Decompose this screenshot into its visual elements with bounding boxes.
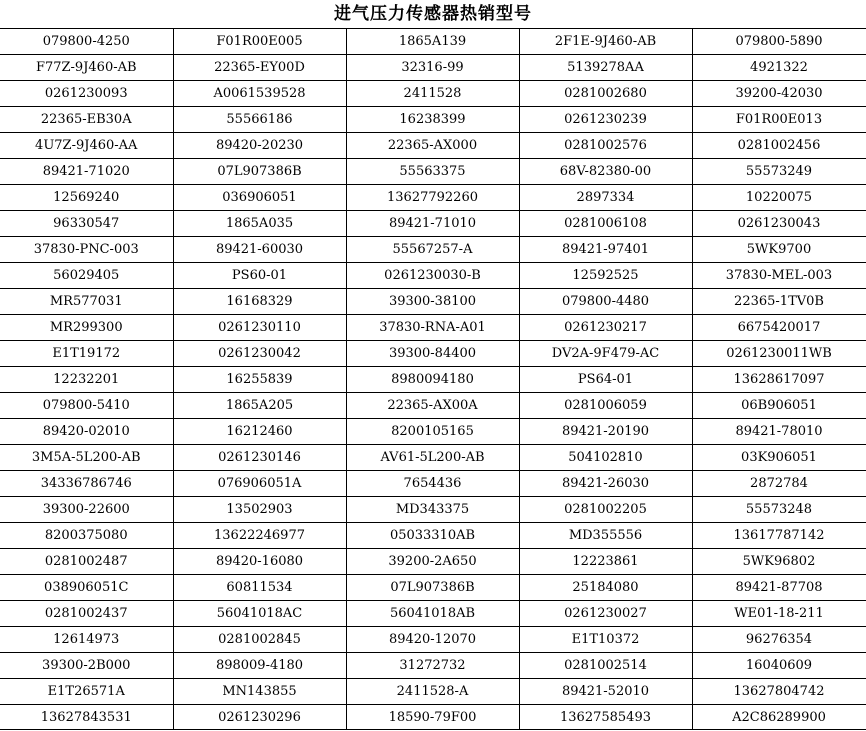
part-number-cell[interactable]: 34336786746 [0,471,173,497]
part-number-cell[interactable]: 56041018AC [173,601,346,627]
part-number-cell[interactable]: 2411528 [346,81,519,107]
part-number-cell[interactable]: 89420-12070 [346,627,519,653]
part-number-cell[interactable]: 12614973 [0,627,173,653]
part-number-cell[interactable]: 89421-71010 [346,211,519,237]
part-number-cell[interactable]: WE01-18-211 [692,601,866,627]
part-number-cell[interactable]: AV61-5L200-AB [346,445,519,471]
part-number-cell[interactable]: 89421-71020 [0,159,173,185]
part-number-cell[interactable]: 22365-EY00D [173,55,346,81]
part-number-cell[interactable]: 55573249 [692,159,866,185]
table-row [0,627,866,653]
part-number-cell[interactable]: 079800-4480 [519,289,692,315]
table-row [0,367,866,393]
part-number-cell[interactable]: 37830-PNC-003 [0,237,173,263]
part-number-cell[interactable]: 5WK96802 [692,549,866,575]
part-number-cell[interactable]: 32316-99 [346,55,519,81]
part-number-cell[interactable]: F77Z-9J460-AB [0,55,173,81]
table-row [0,601,866,627]
part-number-cell[interactable]: 55567257-A [346,237,519,263]
part-number-cell[interactable]: 22365-1TV0B [692,289,866,315]
part-number-cell[interactable]: 22365-EB30A [0,107,173,133]
part-number-cell[interactable]: 038906051C [0,575,173,601]
part-number-cell[interactable]: 07L907386B [346,575,519,601]
table-row [0,523,866,549]
part-number-cell[interactable]: 0261230027 [519,601,692,627]
part-number-cell[interactable]: E1T26571A [0,679,173,705]
table-row [0,237,866,263]
part-number-cell[interactable]: 96276354 [692,627,866,653]
part-number-cell[interactable]: 89421-60030 [173,237,346,263]
part-number-cell[interactable]: MD355556 [519,523,692,549]
part-number-cell[interactable]: 0261230239 [519,107,692,133]
part-number-cell[interactable]: 13627804742 [692,679,866,705]
part-number-cell[interactable]: 0261230030-B [346,263,519,289]
part-number-cell[interactable]: 1865A205 [173,393,346,419]
table-row [0,133,866,159]
part-number-cell[interactable]: DV2A-9F479-AC [519,341,692,367]
part-number-cell[interactable]: 0261230043 [692,211,866,237]
part-number-cell[interactable]: 0261230042 [173,341,346,367]
part-number-cell[interactable]: 3M5A-5L200-AB [0,445,173,471]
part-number-cell[interactable]: MN143855 [173,679,346,705]
table-row [0,419,866,445]
part-number-cell[interactable]: 55566186 [173,107,346,133]
part-number-cell[interactable]: 076906051A [173,471,346,497]
part-number-cell[interactable]: 13627585493 [519,705,692,730]
part-number-cell[interactable]: 16040609 [692,653,866,679]
part-number-cell[interactable]: 89421-52010 [519,679,692,705]
part-number-cell[interactable]: 0281002487 [0,549,173,575]
part-number-cell[interactable]: 2F1E-9J460-AB [519,29,692,55]
part-number-cell[interactable]: 1865A139 [346,29,519,55]
part-number-cell[interactable]: 898009-4180 [173,653,346,679]
part-number-cell[interactable]: 0281002845 [173,627,346,653]
table-row [0,289,866,315]
part-number-cell[interactable]: 05033310AB [346,523,519,549]
part-number-table [0,28,866,730]
part-number-cell[interactable]: 89421-26030 [519,471,692,497]
part-number-cell[interactable]: 37830-MEL-003 [692,263,866,289]
part-number-cell[interactable]: 39300-38100 [346,289,519,315]
sheet-title: 进气压力传感器热销型号 [334,4,532,24]
part-number-cell[interactable]: 56029405 [0,263,173,289]
table-row [0,705,866,730]
table-row [0,29,866,55]
part-number-cell[interactable]: 0261230217 [519,315,692,341]
table-row [0,81,866,107]
part-number-cell[interactable]: 22365-AX00A [346,393,519,419]
part-number-cell[interactable]: 12232201 [0,367,173,393]
part-number-cell[interactable]: 39300-22600 [0,497,173,523]
part-number-cell[interactable]: 89421-78010 [692,419,866,445]
part-number-cell[interactable]: 8980094180 [346,367,519,393]
part-number-cell[interactable]: 4921322 [692,55,866,81]
part-number-cell[interactable]: 12592525 [519,263,692,289]
table-row [0,653,866,679]
part-number-cell[interactable]: F01R00E005 [173,29,346,55]
part-number-cell[interactable]: 55563375 [346,159,519,185]
part-number-cell[interactable]: 89421-20190 [519,419,692,445]
table-row [0,55,866,81]
part-number-cell[interactable]: 6675420017 [692,315,866,341]
part-number-cell[interactable]: 56041018AB [346,601,519,627]
part-number-cell[interactable]: 03K906051 [692,445,866,471]
table-row [0,185,866,211]
part-number-cell[interactable]: MR577031 [0,289,173,315]
part-number-cell[interactable]: 13627792260 [346,185,519,211]
part-number-cell[interactable]: 13628617097 [692,367,866,393]
part-number-cell[interactable]: 68V-82380-00 [519,159,692,185]
table-row [0,679,866,705]
part-number-cell[interactable]: 89421-97401 [519,237,692,263]
table-row [0,159,866,185]
part-number-cell[interactable]: 16238399 [346,107,519,133]
part-number-cell[interactable]: 1865A035 [173,211,346,237]
part-number-cell[interactable]: 12223861 [519,549,692,575]
part-number-cell[interactable]: 13502903 [173,497,346,523]
part-number-cell[interactable]: 8200375080 [0,523,173,549]
part-number-cell[interactable]: 5WK9700 [692,237,866,263]
table-row [0,549,866,575]
part-number-cell[interactable]: 16255839 [173,367,346,393]
table-row [0,263,866,289]
table-row [0,211,866,237]
part-number-cell[interactable]: 89421-87708 [692,575,866,601]
part-number-cell[interactable]: 079800-4250 [0,29,173,55]
part-number-cell[interactable]: PS64-01 [519,367,692,393]
part-number-cell[interactable]: 39200-2A650 [346,549,519,575]
part-number-cell[interactable]: 0281006059 [519,393,692,419]
table-row [0,575,866,601]
part-number-cell[interactable]: 8200105165 [346,419,519,445]
table-row [0,315,866,341]
part-number-cell[interactable]: 39200-42030 [692,81,866,107]
part-number-cell[interactable]: PS60-01 [173,263,346,289]
part-number-cell[interactable]: 12569240 [0,185,173,211]
part-number-cell[interactable]: 079800-5410 [0,393,173,419]
table-row [0,393,866,419]
part-number-cell[interactable]: E1T10372 [519,627,692,653]
part-number-cell[interactable]: 31272732 [346,653,519,679]
part-number-cell[interactable]: 60811534 [173,575,346,601]
table-row [0,445,866,471]
part-number-cell[interactable]: 39300-2B000 [0,653,173,679]
part-number-cell[interactable]: 0281002576 [519,133,692,159]
part-number-cell[interactable]: 16168329 [173,289,346,315]
part-number-cell[interactable]: 0261230093 [0,81,173,107]
part-number-cell[interactable]: 18590-79F00 [346,705,519,730]
part-number-cell[interactable]: 13617787142 [692,523,866,549]
part-number-cell[interactable]: 0281002437 [0,601,173,627]
part-number-cell[interactable]: 036906051 [173,185,346,211]
part-number-cell[interactable]: 0281002205 [519,497,692,523]
part-number-cell[interactable]: 07L907386B [173,159,346,185]
table-row [0,107,866,133]
part-number-cell[interactable]: 0261230110 [173,315,346,341]
part-number-cell[interactable]: 55573248 [692,497,866,523]
part-number-cell[interactable]: 0281002456 [692,133,866,159]
part-number-cell[interactable]: 079800-5890 [692,29,866,55]
part-number-cell[interactable]: 0281006108 [519,211,692,237]
part-number-cell[interactable]: 504102810 [519,445,692,471]
table-body [0,29,866,730]
part-number-cell[interactable]: 0281002514 [519,653,692,679]
part-number-cell[interactable]: A2C86289900 [692,705,866,730]
part-number-cell[interactable]: 89420-16080 [173,549,346,575]
part-number-cell[interactable]: 37830-RNA-A01 [346,315,519,341]
part-number-cell[interactable]: 89420-20230 [173,133,346,159]
part-number-cell[interactable]: 39300-84400 [346,341,519,367]
part-number-cell[interactable]: 0261230011WB [692,341,866,367]
part-number-cell[interactable]: A0061539528 [173,81,346,107]
part-number-cell[interactable]: 10220075 [692,185,866,211]
part-number-cell[interactable]: MD343375 [346,497,519,523]
part-number-cell[interactable]: E1T19172 [0,341,173,367]
part-number-cell[interactable]: 13622246977 [173,523,346,549]
part-number-cell[interactable]: 0281002680 [519,81,692,107]
part-number-cell[interactable]: F01R00E013 [692,107,866,133]
part-number-cell[interactable]: 7654436 [346,471,519,497]
table-row [0,497,866,523]
part-number-cell[interactable]: 96330547 [0,211,173,237]
part-number-cell[interactable]: 2411528-A [346,679,519,705]
part-number-cell[interactable]: MR299300 [0,315,173,341]
table-row [0,471,866,497]
part-number-cell[interactable]: 25184080 [519,575,692,601]
part-number-cell[interactable]: 4U7Z-9J460-AA [0,133,173,159]
part-number-cell[interactable]: 13627843531 [0,705,173,730]
part-number-cell[interactable]: 22365-AX000 [346,133,519,159]
part-number-cell[interactable]: 16212460 [173,419,346,445]
part-number-cell[interactable]: 5139278AA [519,55,692,81]
part-number-cell[interactable]: 2872784 [692,471,866,497]
part-number-cell[interactable]: 2897334 [519,185,692,211]
part-number-cell[interactable]: 0261230296 [173,705,346,730]
part-number-cell[interactable]: 0261230146 [173,445,346,471]
part-number-cell[interactable]: 89420-02010 [0,419,173,445]
table-row [0,341,866,367]
part-number-cell[interactable]: 06B906051 [692,393,866,419]
